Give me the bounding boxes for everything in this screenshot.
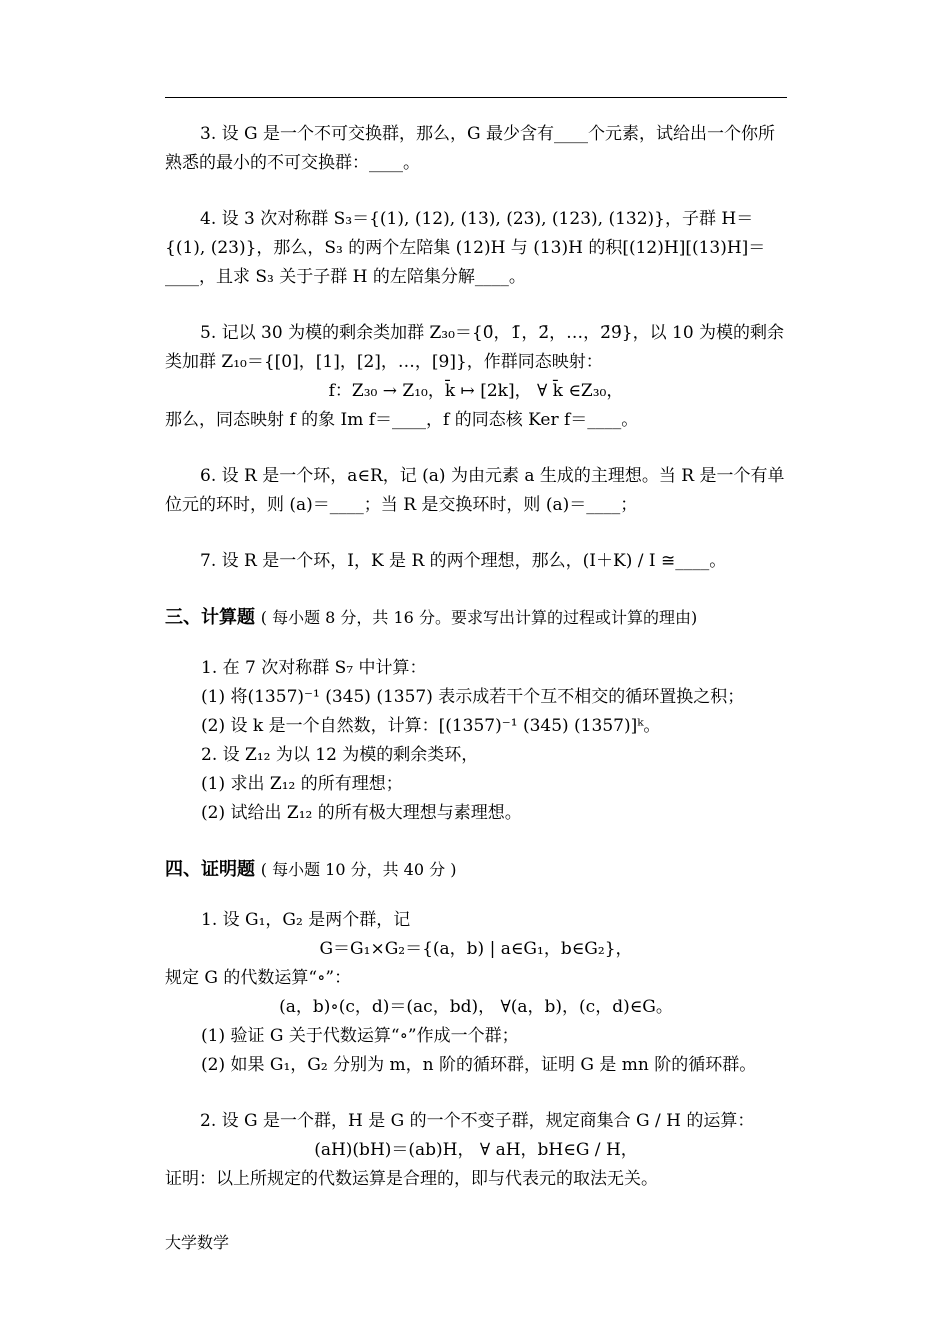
calc-line: (1) 将(1357)⁻¹ (345) (1357) 表示成若干个互不相交的循环置换之积； [201,687,745,707]
calc-line: (2) 试给出 Z₁₂ 的所有极大理想与素理想。 [201,803,522,823]
section-4-heading [165,855,787,884]
question-3: 3. 设 G 是一个不可交换群，那么，G 最少含有____个元素，试给出一个你所熟悉的最小的不可交换群：____。 [165,124,775,173]
section-3-title: 三、计算题 [165,607,255,628]
question-5-answer: 那么，同态映射 f 的象 Im f＝____，f 的同态核 Ker f＝____。 [165,410,639,430]
calc-line: (1) 求出 Z₁₂ 的所有理想； [201,774,403,794]
proof-2-formula: (aH)(bH)＝(ab)H， ∀ aH，bH∈G / H， [314,1140,638,1160]
question-5: 5. 记以 30 为模的剩余类加群 Z₃₀＝{0̄，1̄，2̄，…，2̄9̄}，以 10 为模的剩余类加群 Z₁₀＝{[0]，[1]，[2]，…，[9]}，作群同态映射： [165,323,785,372]
question-6: 6. 设 R 是一个环，a∈R，记 (a) 为由元素 a 生成的主理想。当 R 是一个有单位元的环时，则 (a)＝____；当 R 是交换环时，则 (a)＝____； [165,466,785,515]
section-4-note: ( 每小题 10 分，共 40 分 ) [260,860,457,879]
calc-line: 2. 设 Z₁₂ 为以 12 为模的剩余类环， [201,745,479,765]
exam-page [165,120,787,1194]
footer-label: 大学数学 [165,1233,230,1252]
header-rule [165,97,787,98]
question-4: 4. 设 3 次对称群 S₃＝{(1), (12), (13), (23), (123), (132)}，子群 H＝{(1), (23)}，那么，S₃ 的两个左陪集 (12)H 与 (13)H 的积[(12)H][(13)H]＝____，且求 S₃ 关于子群 H 的左陪集分解____。 [165,209,766,287]
proof-2-statement: 证明：以上所规定的代数运算是合理的，即与代表元的取法无关。 [165,1169,658,1189]
section-4-title: 四、证明题 [165,859,255,880]
proof-1-sub-1: (1) 验证 G 关于代数运算“∘”作成一个群； [201,1026,519,1046]
proof-1-intro: 1. 设 G₁，G₂ 是两个群，记 [201,910,411,930]
section-3-note: ( 每小题 8 分，共 16 分。要求写出计算的过程或计算的理由) [260,608,698,627]
proof-1-rule: 规定 G 的代数运算“∘”： [165,968,352,988]
calc-line: (2) 设 k 是一个自然数，计算：[(1357)⁻¹ (345) (1357)]ᵏ。 [201,716,661,736]
proof-2: 2. 设 G 是一个群，H 是 G 的一个不变子群，规定商集合 G / H 的运算： [200,1111,755,1131]
proof-1-operation: (a，b)∘(c，d)＝(ac，bd)， ∀(a，b)，(c，d)∈G。 [279,997,673,1017]
calc-line: 1. 在 7 次对称群 S₇ 中计算： [201,658,427,678]
proof-1-sub-2: (2) 如果 G₁，G₂ 分别为 m，n 阶的循环群，证明 G 是 mn 阶的循环群。 [201,1055,757,1075]
question-7: 7. 设 R 是一个环，I，K 是 R 的两个理想，那么，(I＋K) / I ≅____。 [200,551,727,571]
section-3-heading [165,603,787,632]
question-5-formula: f：Z₃₀ → Z₁₀，k̄ ↦ [2k]， ∀ k̄ ∈Z₃₀， [328,381,624,401]
proof-1-formula: G＝G₁×G₂＝{(a，b) | a∈G₁，b∈G₂}， [319,939,633,959]
